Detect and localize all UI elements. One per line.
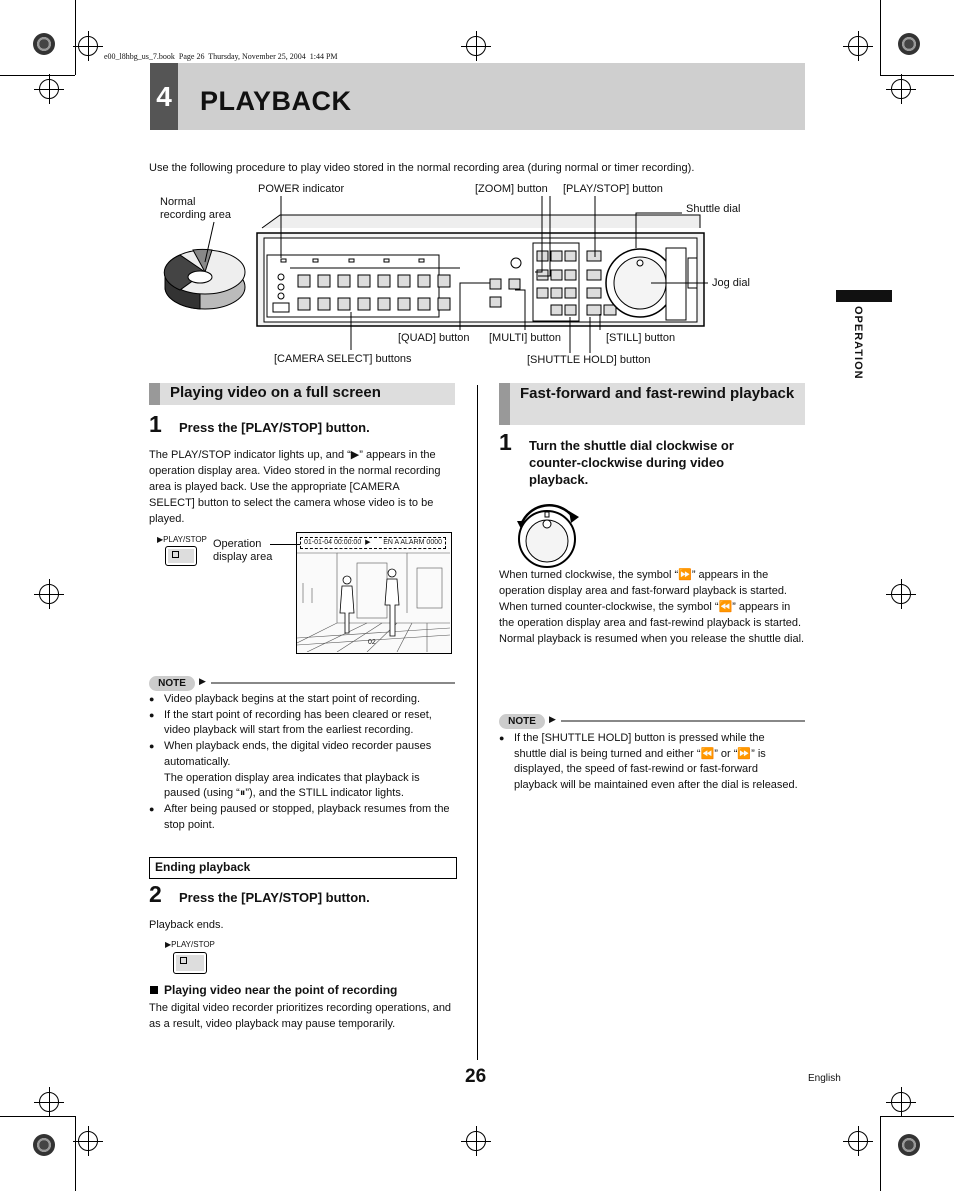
list-item: ● Video playback begins at the start point of recording. <box>149 692 455 708</box>
color-rosette-icon <box>33 1134 55 1156</box>
note-tag: NOTE <box>149 676 195 691</box>
column-divider <box>477 385 478 1060</box>
note-list <box>149 692 455 833</box>
label-shuttle-hold-button: [SHUTTLE HOLD] button <box>527 354 651 366</box>
osd-datetime: 01-01-04 00:00:00 ▶ <box>304 539 371 546</box>
color-rosette-icon <box>33 33 55 55</box>
note-rule <box>211 682 455 684</box>
step-number: 1 <box>499 429 512 455</box>
label-quad-button: [QUAD] button <box>398 332 470 344</box>
step-text: Press the [PLAY/STOP] button. <box>179 890 370 905</box>
chapter-number: 4 <box>150 63 178 130</box>
label-play-stop-button: [PLAY/STOP] button <box>563 183 663 195</box>
label-shuttle-dial: Shuttle dial <box>686 203 741 215</box>
print-header: e00_l8hbg_us_7.book Page 26 Thursday, November 25, 2004 1:44 PM <box>104 52 338 61</box>
registration-mark-icon <box>466 1131 486 1151</box>
registration-mark-icon <box>39 1092 59 1112</box>
square-bullet-icon <box>150 986 158 994</box>
intro-text: Use the following procedure to play video stored in the normal recording area (during normal or timer recording). <box>149 162 695 174</box>
section-heading-text: Fast-forward and fast-rewind playback <box>520 385 795 402</box>
registration-mark-icon <box>78 1131 98 1151</box>
side-tab-label: OPERATION <box>852 306 864 380</box>
step-number: 2 <box>149 881 162 907</box>
crop-mark <box>880 75 954 76</box>
list-item: ● If the [SHUTTLE HOLD] button is pressed while the shuttle dial is being turned and either “⏪” or “⏩” is displayed, the speed of fast-rewind or fast-forward playback will be maintained even after the dial is released. <box>499 731 799 794</box>
shuttle-dial-illustration <box>513 503 583 569</box>
section-heading-fast-forward <box>499 383 805 425</box>
crop-mark <box>75 1116 76 1191</box>
monitor-scene <box>297 533 450 652</box>
near-recording-body: The digital video recorder prioritizes recording operations, and as a result, video playback may pause temporarily. <box>149 1002 452 1030</box>
step-text: Turn the shuttle dial clockwise or counter-clockwise during video playback. <box>529 438 734 487</box>
ending-playback-heading: Ending playback <box>149 857 457 879</box>
list-item: ● After being paused or stopped, playback resumes from the stop point. <box>149 802 455 833</box>
list-item: ● If the start point of recording has been cleared or reset, video playback will start from the earliest recording. <box>149 708 455 739</box>
color-rosette-icon <box>898 33 920 55</box>
play-stop-button-icon <box>165 546 197 566</box>
label-normal-area: Normal recording area <box>160 196 231 221</box>
page-number: 26 <box>465 1066 487 1087</box>
osd-camera-number: 02 <box>368 639 376 646</box>
play-stop-button-icon <box>173 952 207 974</box>
recording-area-pie <box>164 249 245 309</box>
registration-mark-icon <box>39 79 59 99</box>
crop-mark <box>880 1116 881 1191</box>
crop-mark <box>75 0 76 75</box>
registration-mark-icon <box>78 36 98 56</box>
operation-display-label: Operation display area <box>213 538 273 563</box>
note-tag: NOTE <box>499 714 545 729</box>
registration-mark-icon <box>466 36 486 56</box>
note-list <box>499 731 799 794</box>
crop-mark <box>880 1116 954 1117</box>
play-stop-icon-label: ▶PLAY/STOP <box>157 535 207 544</box>
osd-bar <box>300 537 446 549</box>
registration-mark-icon <box>891 79 911 99</box>
note-arrow-icon: ▶ <box>199 676 206 686</box>
section-heading-full-screen <box>149 383 455 405</box>
step-body: Playback ends. <box>149 919 224 931</box>
dvr-front-panel-diagram <box>150 190 740 360</box>
operation-display-pointer <box>270 544 300 545</box>
footer-language: English <box>808 1073 841 1084</box>
step-number: 1 <box>149 411 162 437</box>
registration-mark-icon <box>891 1092 911 1112</box>
shuttle-body: When turned clockwise, the symbol “⏩” appears in the operation display area and fast-forward playback is started. When turned counter-clockwise, the symbol “⏪” appears in the operation display area and fast-rewind playback is started. Normal playback is resumed when you release the shuttle dial. <box>499 569 805 645</box>
label-jog-dial: Jog dial <box>712 277 750 289</box>
registration-mark-icon <box>848 1131 868 1151</box>
label-power-indicator: POWER indicator <box>258 183 345 195</box>
color-rosette-icon <box>898 1134 920 1156</box>
label-multi-button: [MULTI] button <box>489 332 561 344</box>
crop-mark <box>880 0 881 75</box>
near-recording-heading: Playing video near the point of recording <box>164 983 398 997</box>
step-body: The PLAY/STOP indicator lights up, and “▶” appears in the operation display area. Video stored in the normal recording area is played back. Use the appropriate [CAMERA SELECT] button to select the camera whose video is to be played. <box>149 449 441 525</box>
registration-mark-icon <box>891 584 911 604</box>
play-stop-icon-label: ▶PLAY/STOP <box>165 940 215 949</box>
page-title: PLAYBACK <box>200 86 352 116</box>
list-item: ● When playback ends, the digital video recorder pauses automatically. The operation display area indicates that playback is paused (using “⏸”), and the STILL indicator lights. <box>149 739 455 802</box>
step-text: Press the [PLAY/STOP] button. <box>179 420 370 435</box>
osd-status: EN A ALARM 0000 <box>383 539 442 546</box>
label-still-button: [STILL] button <box>606 332 676 344</box>
crop-mark <box>0 1116 75 1117</box>
section-heading-text: Playing video on a full screen <box>170 384 381 401</box>
side-tab-bar <box>836 290 892 302</box>
registration-mark-icon <box>39 584 59 604</box>
label-camera-select-buttons: [CAMERA SELECT] buttons <box>274 353 412 365</box>
note-rule <box>561 720 805 722</box>
note-arrow-icon: ▶ <box>549 714 556 724</box>
label-zoom-button: [ZOOM] button <box>475 183 548 195</box>
crop-mark <box>0 75 75 76</box>
monitor-screen <box>296 532 452 654</box>
registration-mark-icon <box>848 36 868 56</box>
